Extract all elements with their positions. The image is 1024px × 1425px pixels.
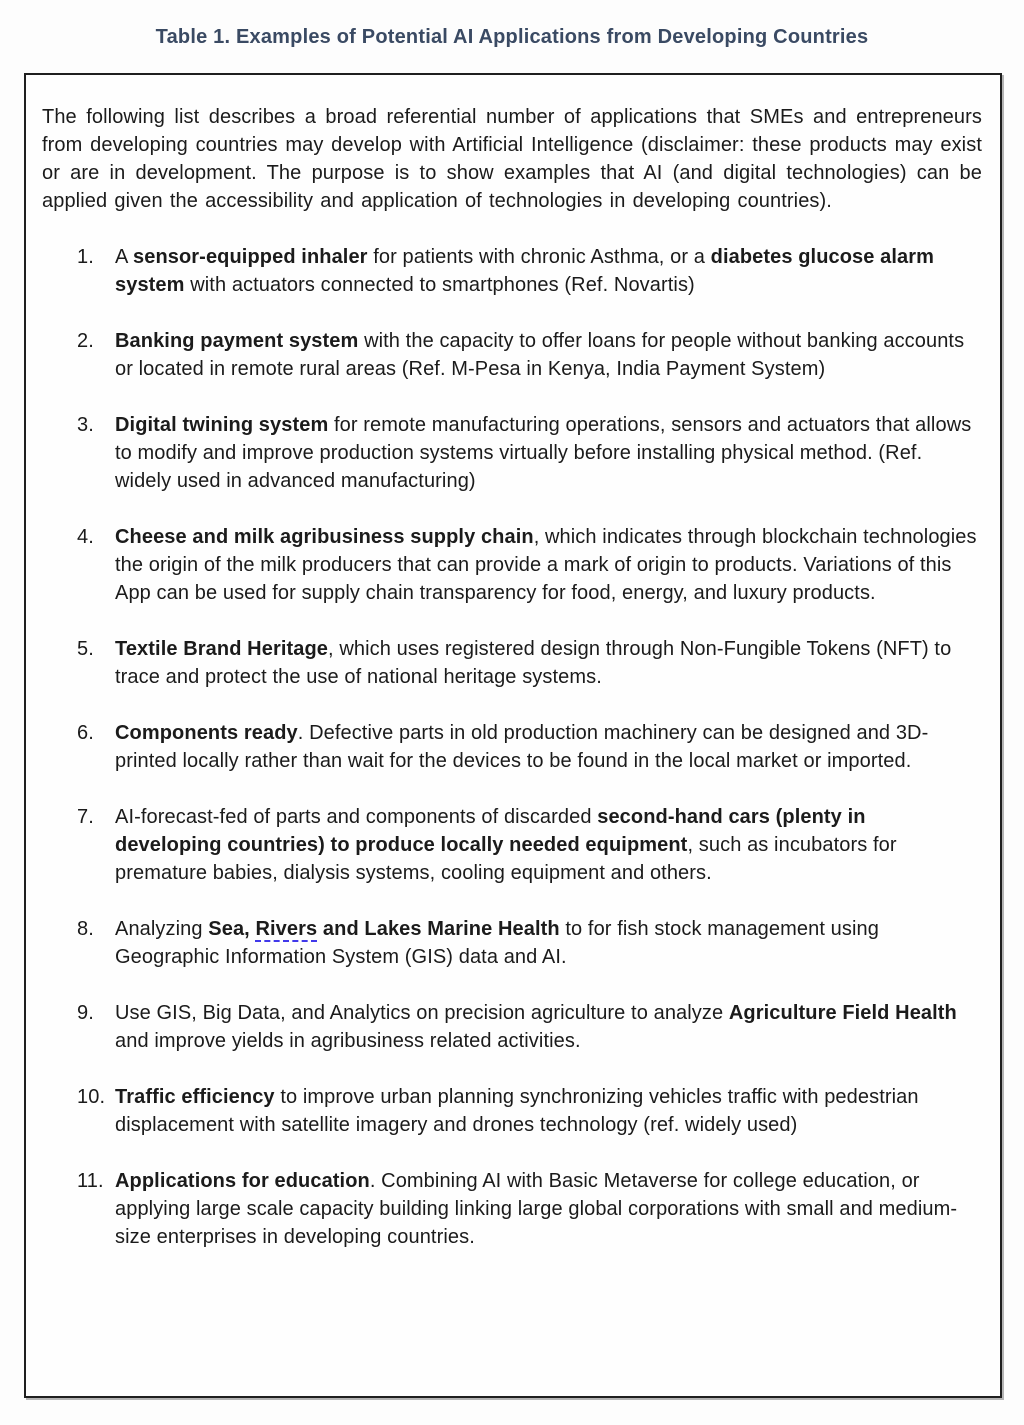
item-number: 11. [77, 1170, 104, 1192]
text-segment: A [115, 246, 133, 268]
item-number: 2. [77, 330, 94, 352]
bold-text-segment: Banking payment system [115, 330, 359, 352]
item-text [115, 915, 977, 971]
item-text [115, 243, 977, 299]
list-item [42, 243, 982, 299]
item-number: 10. [77, 1086, 106, 1108]
text-segment: to improve urban planning synchronizing vehicles traffic with pedestrian displacement with satellite imagery and drones technology (ref. widely used) [115, 1086, 919, 1136]
text-segment: Analyzing [115, 918, 209, 940]
content-box [24, 73, 1002, 1398]
page-title: Table 1. Examples of Potential AI Applications from Developing Countries [155, 26, 869, 48]
list-item [42, 635, 982, 691]
list-item [42, 719, 982, 775]
bold-text-segment: and Lakes Marine Health [317, 918, 560, 940]
item-text [115, 803, 977, 887]
bold-text-segment: second-hand cars (plenty in developing countries) to produce locally needed equipment [115, 806, 866, 856]
text-segment: for patients with chronic Asthma, or a [367, 246, 711, 268]
list-item [42, 411, 982, 495]
list-item [42, 1167, 982, 1251]
bold-text-segment: Digital twining system [115, 414, 329, 436]
list-item [42, 915, 982, 971]
text-segment: and improve yields in agribusiness related activities. [115, 1030, 581, 1052]
text-segment: , which indicates through blockchain technologies the origin of the milk producers that can provide a mark of origin to products. Variations of this App can be used for supply chain transparency for food, energy, and luxury products. [115, 526, 977, 604]
text-segment: , such as incubators for premature babies, dialysis systems, cooling equipment and others. [115, 834, 897, 884]
bold-text-segment: Agriculture Field Health [728, 1002, 957, 1024]
list-item [42, 1083, 982, 1139]
list-item [42, 327, 982, 383]
item-number: 5. [77, 638, 94, 660]
text-segment: , which uses registered design through Non-Fungible Tokens (NFT) to trace and protect the use of national heritage systems. [115, 638, 952, 688]
item-text [115, 1083, 977, 1139]
item-number: 3. [77, 414, 94, 436]
item-number: 8. [77, 918, 94, 940]
bold-text-segment: Components ready [115, 722, 298, 744]
text-segment: Use GIS, Big Data, and Analytics on precision agriculture to analyze [115, 1002, 729, 1024]
bold-text-segment: sensor-equipped inhaler [133, 246, 368, 268]
item-text [115, 327, 977, 383]
item-number: 6. [77, 722, 94, 744]
item-text [115, 719, 977, 775]
bold-text-segment: Textile Brand Heritage [115, 638, 329, 660]
text-segment: AI-forecast-fed of parts and components of discarded [115, 806, 598, 828]
spellcheck-word: Rivers [255, 918, 318, 940]
list-item [42, 523, 982, 607]
item-number: 9. [77, 1002, 94, 1024]
item-text [115, 635, 977, 691]
numbered-list [42, 243, 982, 1251]
intro-paragraph: The following list describes a broad referential number of applications that SMEs and entrepreneurs from developing countries may develop with Artificial Intelligence (disclaimer: these products may exist or are in development. The purpose is to show examples that AI (and digital technologies) can be applied given the accessibility and application of technologies in developing countries). [42, 106, 982, 212]
item-number: 1. [77, 246, 94, 268]
list-item [42, 803, 982, 887]
text-segment: for remote manufacturing operations, sensors and actuators that allows to modify and improve production systems virtually before installing physical method. (Ref. widely used in advanced manufacturing) [115, 414, 972, 492]
bold-text-segment: Applications for education [115, 1170, 370, 1192]
bold-text-segment: diabetes glucose alarm system [115, 246, 935, 296]
item-text [115, 999, 977, 1055]
list-item [42, 999, 982, 1055]
item-text [115, 411, 977, 495]
text-segment: to for fish stock management using Geographic Information System (GIS) data and AI. [115, 918, 879, 968]
item-text [115, 1167, 977, 1251]
text-segment: with the capacity to offer loans for people without banking accounts or located in remote rural areas (Ref. M-Pesa in Kenya, India Payment System) [115, 330, 965, 380]
item-number: 7. [77, 806, 94, 828]
bold-text-segment: Sea, [208, 918, 256, 940]
text-segment: . Combining AI with Basic Metaverse for college education, or applying large scale capacity building linking large global corporations with small and medium-size enterprises in developing countries. [115, 1170, 958, 1248]
item-number: 4. [77, 526, 94, 548]
bold-text-segment: Traffic efficiency [115, 1086, 275, 1108]
bold-text-segment: Cheese and milk agribusiness supply chain [115, 526, 534, 548]
item-text [115, 523, 977, 607]
text-segment: with actuators connected to smartphones (Ref. Novartis) [184, 274, 695, 296]
text-segment: . Defective parts in old production machinery can be designed and 3D-printed locally rather than wait for the devices to be found in the local market or imported. [115, 722, 929, 772]
